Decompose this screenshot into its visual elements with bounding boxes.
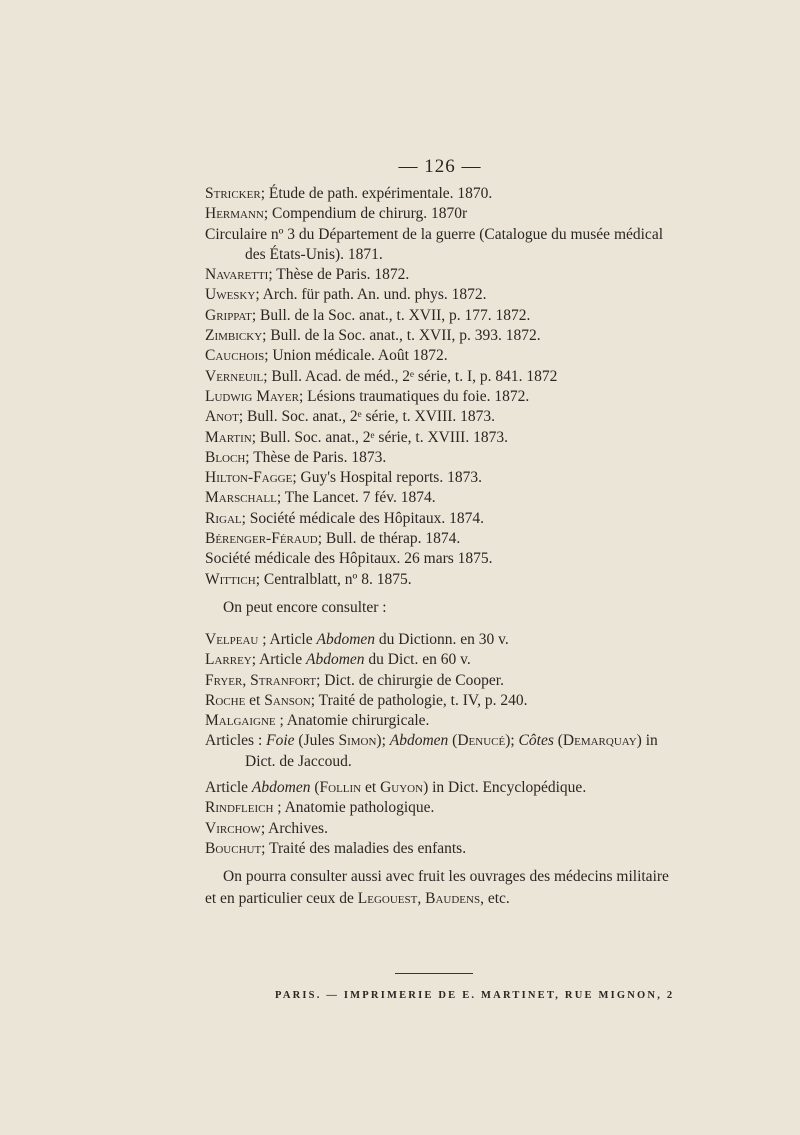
reference-line (205, 184, 685, 204)
consult-text: ; Dict. de chirurgie de Cooper. (316, 671, 504, 689)
reference-author: Martin (205, 428, 252, 446)
reference-author: Marschall (205, 489, 277, 507)
reference-text: ; Arch. für path. An. und. phys. 1872. (255, 286, 487, 304)
reference-line (205, 468, 685, 488)
consult-author: Simon (338, 732, 377, 750)
closing-author: Baudens (425, 890, 481, 907)
reference-line (205, 367, 685, 387)
reference-line (205, 346, 685, 366)
reference-author: Hilton-Fagge (205, 469, 293, 487)
closing-text: et en particulier ceux de (205, 890, 358, 907)
consult-text: ; Anatomie chirurgicale. (275, 712, 430, 730)
consult-text: ); (376, 732, 390, 750)
reference-text: ; Étude de path. expérimentale. 1870. (260, 185, 493, 202)
consult-line (205, 819, 685, 839)
reference-text: ; Bull. de la Soc. anat., t. XVII, p. 177. 1872. (251, 306, 531, 324)
reference-text: ; The Lancet. 7 fév. 1874. (276, 489, 436, 507)
consult-author: Malgaigne (205, 712, 276, 730)
consult-heading: On peut encore consulter : (223, 599, 387, 616)
consult-title: Foie (266, 732, 295, 750)
reference-author: Cauchois (205, 347, 265, 365)
consult-text: ; Archives. (260, 819, 328, 837)
consult-title: Côtes (518, 732, 554, 750)
reference-text: ; Bull. Acad. de méd., 2ᵉ série, t. I, p. 841. 1872 (263, 367, 558, 385)
reference-author: Ludwig Mayer (205, 387, 299, 405)
reference-author: Zimbicky (205, 327, 263, 345)
consult-line (205, 650, 685, 670)
consult-author: Roche (205, 691, 246, 709)
reference-author: Bloch (205, 448, 246, 466)
reference-author: Wittich (205, 570, 256, 588)
reference-line (205, 326, 685, 346)
reference-text: ; Bull. de thérap. 1874. (317, 530, 461, 548)
consult-title: Abdomen (251, 779, 311, 797)
reference-line (205, 265, 685, 285)
reference-text: ; Thèse de Paris. 1872. (268, 266, 410, 284)
consult-line (205, 778, 685, 798)
reference-line (205, 570, 685, 590)
reference-line (205, 488, 685, 508)
consult-list (205, 630, 685, 859)
reference-line (205, 448, 685, 468)
reference-author: Hermann (205, 205, 264, 223)
reference-text: ; Guy's Hospital reports. 1873. (292, 469, 482, 487)
reference-text: ; Thèse de Paris. 1873. (245, 448, 387, 466)
imprint-rule (395, 973, 473, 974)
closing-author: Legouest (357, 890, 418, 907)
consult-text: du Dictionn. en 30 v. (375, 631, 509, 648)
reference-list (205, 184, 685, 590)
consult-line (205, 839, 685, 859)
page-number: — 126 — (398, 156, 482, 177)
reference-author: Grippat (205, 306, 252, 324)
printer-imprint: PARIS. — IMPRIMERIE DE E. MARTINET, RUE MIGNON, 2 (275, 990, 675, 1001)
consult-author: Guyon (380, 779, 424, 797)
reference-line (205, 387, 685, 407)
consult-text: ( (310, 779, 320, 797)
reference-author: Stricker (205, 185, 261, 202)
consult-author: Sanson (264, 691, 311, 709)
consult-text: ( (553, 732, 563, 750)
consult-text: ; Traité de pathologie, t. IV, p. 240. (310, 691, 528, 709)
consult-line (205, 691, 685, 711)
closing-paragraph (205, 866, 675, 910)
consult-text: ; Anatomie pathologique. (273, 799, 435, 817)
reference-text: ; Lésions traumatiques du foie. 1872. (298, 387, 530, 405)
consult-text: du Dict. en 60 v. (364, 651, 471, 669)
reference-text: ; Société médicale des Hôpitaux. 1874. (241, 509, 484, 527)
reference-line (205, 204, 685, 224)
reference-text: Circulaire nº 3 du Département de la guerre (Catalogue du musée médical (205, 225, 663, 243)
consult-line (205, 731, 685, 751)
consult-author: Denucé (457, 732, 506, 750)
reference-text: ; Compendium de chirurg. 1870r (263, 205, 468, 223)
consult-text: ; Traité des maladies des enfants. (261, 839, 467, 857)
consult-author: Larrey (205, 651, 252, 669)
reference-text: ; Bull. Soc. anat., 2ᵉ série, t. XVIII. 1873. (251, 428, 508, 446)
reference-line (205, 245, 685, 265)
closing-text: , (417, 890, 426, 907)
consult-text: ( (448, 732, 458, 750)
consult-author: Follin (319, 779, 362, 797)
consult-author: Fryer, Stranfort (205, 671, 317, 689)
consult-text: et (361, 779, 381, 797)
consult-author: Bouchut (205, 839, 262, 857)
consult-title: Abdomen (389, 732, 449, 750)
reference-text: Société médicale des Hôpitaux. 26 mars 1875. (205, 550, 493, 568)
consult-line (205, 798, 685, 818)
consult-text: ; Article (251, 651, 306, 669)
consult-text: Article (205, 779, 252, 797)
consult-title: Abdomen (316, 631, 376, 648)
reference-author: Anot (205, 408, 239, 426)
consult-text: ); (505, 732, 519, 750)
reference-line (205, 428, 685, 448)
consult-author: Velpeau (205, 631, 259, 648)
consult-line (205, 711, 685, 731)
consult-line (205, 671, 685, 691)
consult-text: ) in (636, 732, 658, 750)
reference-text: ; Centralblatt, nº 8. 1875. (255, 570, 412, 588)
reference-line (205, 407, 685, 427)
consult-author: Demarquay (562, 732, 637, 750)
reference-text: des États-Unis). 1871. (245, 245, 383, 263)
reference-author: Verneuil (205, 367, 264, 385)
consult-text: Articles : (205, 732, 267, 750)
consult-text: (Jules (294, 732, 339, 750)
reference-text: ; Bull. de la Soc. anat., t. XVII, p. 393. 1872. (262, 327, 541, 345)
reference-line (205, 306, 685, 326)
reference-line (205, 285, 685, 305)
closing-text: , etc. (480, 890, 510, 907)
reference-author: Rigal (205, 509, 242, 527)
reference-text: ; Union médicale. Août 1872. (264, 347, 448, 365)
consult-text: ) in Dict. Encyclopédique. (423, 779, 587, 797)
reference-line (205, 529, 685, 549)
closing-line: On pourra consulter aussi avec fruit les ouvrages des médecins militaire (223, 868, 669, 885)
consult-line: Dict. de Jaccoud. (245, 752, 352, 770)
closing-line (205, 888, 675, 910)
reference-author: Bérenger-Féraud (205, 530, 318, 548)
consult-title: Abdomen (306, 651, 365, 669)
reference-line (205, 549, 685, 569)
reference-author: Navaretti (205, 266, 269, 284)
consult-heading-block (205, 598, 685, 618)
consult-text: ; Article (258, 631, 317, 648)
consult-line (205, 630, 685, 650)
reference-line (205, 225, 685, 245)
reference-text: ; Bull. Soc. anat., 2ᵉ série, t. XVIII. 1873. (238, 408, 496, 426)
consult-text: et (245, 691, 265, 709)
reference-line (205, 509, 685, 529)
consult-author: Virchow (205, 819, 261, 837)
reference-author: Uwesky (205, 286, 256, 304)
consult-author: Rindfleich (205, 799, 274, 817)
